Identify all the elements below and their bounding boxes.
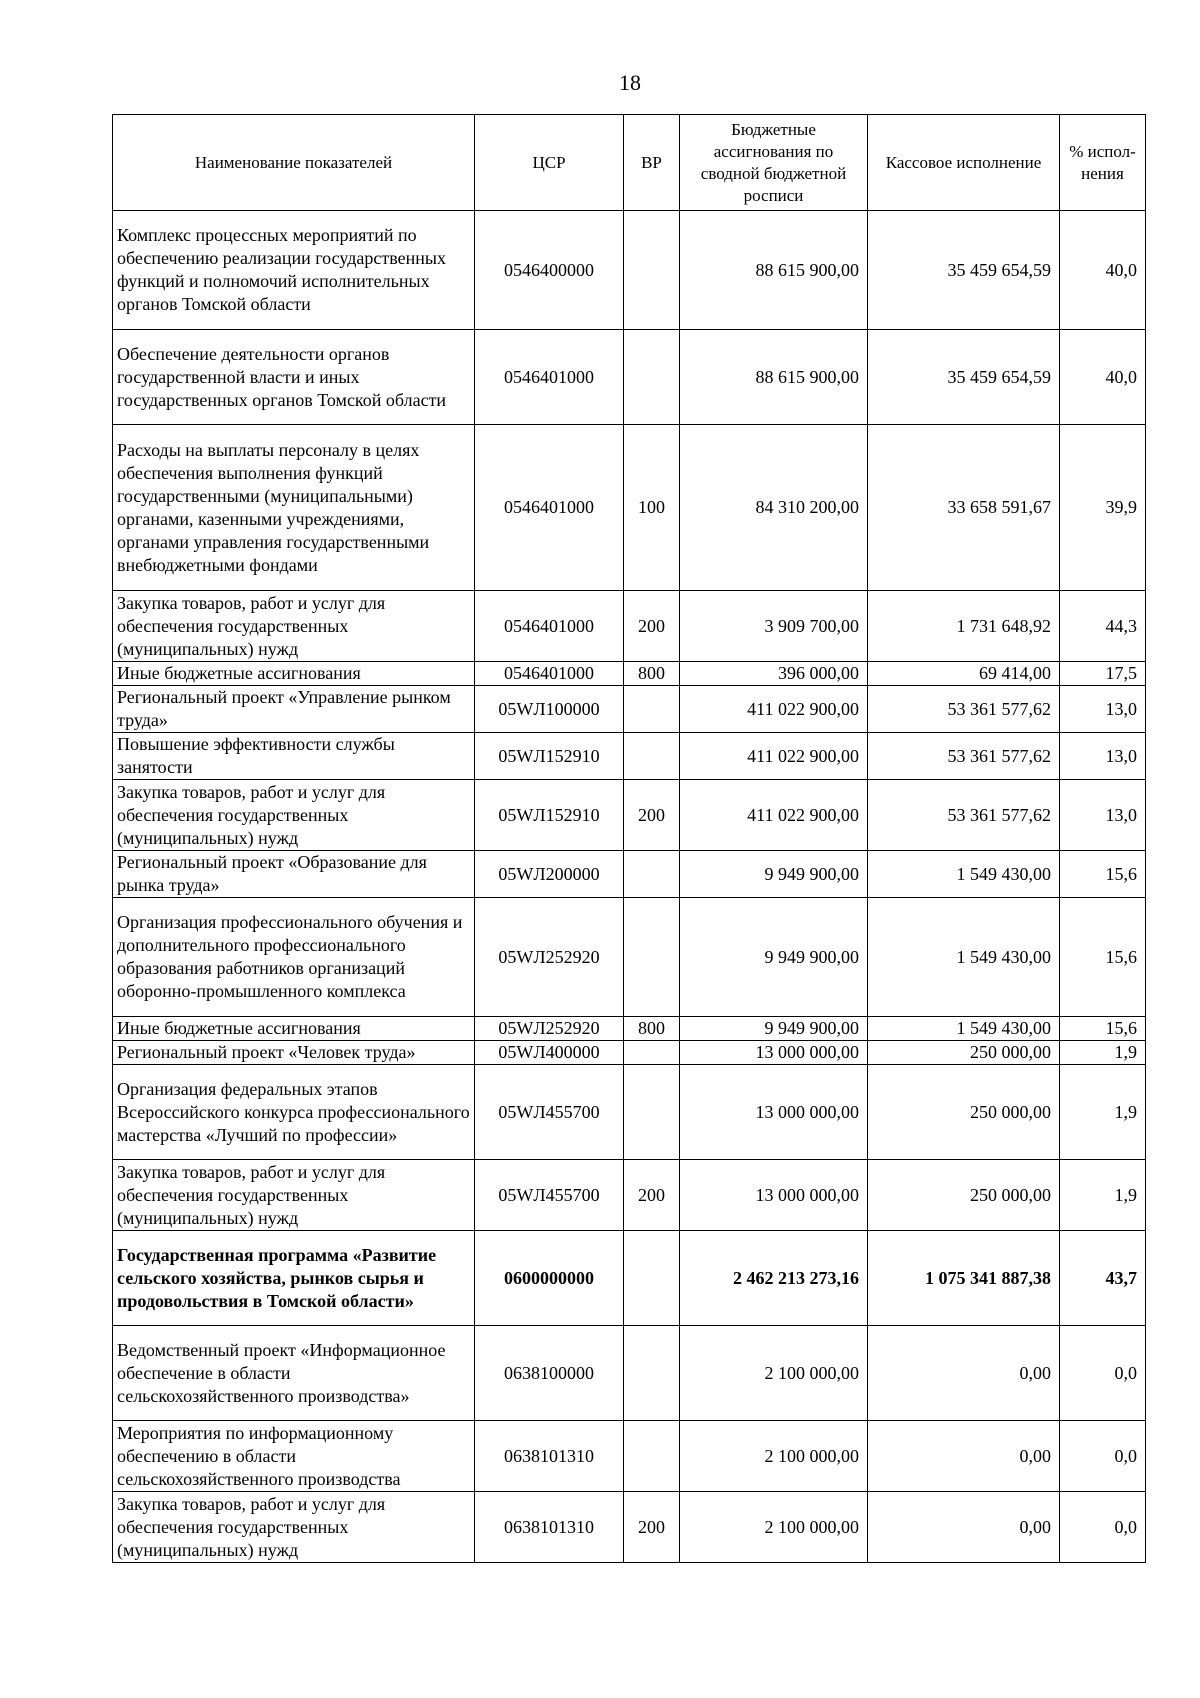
cell-cash: 250 000,00 <box>868 1160 1060 1231</box>
cell-percent: 15,6 <box>1060 898 1146 1017</box>
table-header-row <box>113 115 1146 211</box>
cell-name: Ведомственный проект «Информационное обеспечение в области сельскохозяйственного производства» <box>113 1326 475 1421</box>
cell-percent: 1,9 <box>1060 1065 1146 1160</box>
cell-name: Мероприятия по информационному обеспечению в области сельскохозяйственного производства <box>113 1421 475 1492</box>
cell-cash: 1 549 430,00 <box>868 851 1060 898</box>
table-row <box>113 662 1146 686</box>
cell-budget: 3 909 700,00 <box>680 591 868 662</box>
cell-csr: 05WЛ455700 <box>475 1160 624 1231</box>
cell-csr: 0546401000 <box>475 330 624 425</box>
cell-name: Закупка товаров, работ и услуг для обеспечения государственных (муниципальных) нужд <box>113 1492 475 1563</box>
header-csr: ЦСР <box>475 115 624 211</box>
page-number: 18 <box>619 70 641 95</box>
cell-budget: 88 615 900,00 <box>680 330 868 425</box>
cell-cash: 35 459 654,59 <box>868 330 1060 425</box>
cell-name: Закупка товаров, работ и услуг для обеспечения государственных (муниципальных) нужд <box>113 591 475 662</box>
cell-budget: 2 462 213 273,16 <box>680 1231 868 1326</box>
cell-cash: 0,00 <box>868 1326 1060 1421</box>
cell-cash: 0,00 <box>868 1421 1060 1492</box>
cell-percent: 40,0 <box>1060 211 1146 330</box>
table-row <box>113 780 1146 851</box>
cell-percent: 13,0 <box>1060 686 1146 733</box>
cell-name: Закупка товаров, работ и услуг для обеспечения государственных (муниципальных) нужд <box>113 780 475 851</box>
cell-budget: 9 949 900,00 <box>680 851 868 898</box>
cell-csr: 05WЛ252920 <box>475 898 624 1017</box>
cell-cash: 69 414,00 <box>868 662 1060 686</box>
cell-percent: 17,5 <box>1060 662 1146 686</box>
cell-percent: 15,6 <box>1060 1017 1146 1041</box>
cell-vr: 200 <box>624 591 680 662</box>
cell-budget: 9 949 900,00 <box>680 898 868 1017</box>
table-row <box>113 591 1146 662</box>
cell-csr: 05WЛ252920 <box>475 1017 624 1041</box>
cell-vr <box>624 1326 680 1421</box>
header-percent: % испол-нения <box>1060 115 1146 211</box>
cell-csr: 0638100000 <box>475 1326 624 1421</box>
cell-budget: 13 000 000,00 <box>680 1160 868 1231</box>
cell-vr: 200 <box>624 1160 680 1231</box>
cell-name: Иные бюджетные ассигнования <box>113 662 475 686</box>
table-row <box>113 1017 1146 1041</box>
cell-vr <box>624 1421 680 1492</box>
cell-csr: 0546401000 <box>475 662 624 686</box>
table-row <box>113 1326 1146 1421</box>
cell-percent: 44,3 <box>1060 591 1146 662</box>
cell-name: Государственная программа «Развитие сельского хозяйства, рынков сырья и продовольствия в Томской области» <box>113 1231 475 1326</box>
cell-percent: 40,0 <box>1060 330 1146 425</box>
cell-vr: 800 <box>624 1017 680 1041</box>
cell-vr <box>624 733 680 780</box>
cell-cash: 1 075 341 887,38 <box>868 1231 1060 1326</box>
cell-name: Закупка товаров, работ и услуг для обеспечения государственных (муниципальных) нужд <box>113 1160 475 1231</box>
cell-budget: 13 000 000,00 <box>680 1065 868 1160</box>
table-body <box>113 211 1146 1563</box>
cell-budget: 9 949 900,00 <box>680 1017 868 1041</box>
cell-csr: 0546401000 <box>475 591 624 662</box>
cell-vr <box>624 330 680 425</box>
cell-vr <box>624 1041 680 1065</box>
cell-csr: 0638101310 <box>475 1421 624 1492</box>
cell-vr <box>624 898 680 1017</box>
cell-budget: 2 100 000,00 <box>680 1421 868 1492</box>
cell-csr: 05WЛ152910 <box>475 780 624 851</box>
cell-percent: 39,9 <box>1060 425 1146 591</box>
cell-cash: 0,00 <box>868 1492 1060 1563</box>
table-row <box>113 851 1146 898</box>
cell-percent: 13,0 <box>1060 733 1146 780</box>
cell-percent: 13,0 <box>1060 780 1146 851</box>
cell-budget: 396 000,00 <box>680 662 868 686</box>
cell-vr <box>624 1065 680 1160</box>
cell-budget: 84 310 200,00 <box>680 425 868 591</box>
cell-percent: 15,6 <box>1060 851 1146 898</box>
header-cash: Кассовое исполнение <box>868 115 1060 211</box>
table-row <box>113 1421 1146 1492</box>
cell-name: Организация федеральных этапов Всероссийского конкурса профессионального мастерства «Лучший по профессии» <box>113 1065 475 1160</box>
cell-percent: 1,9 <box>1060 1041 1146 1065</box>
table-row <box>113 686 1146 733</box>
cell-csr: 05WЛ200000 <box>475 851 624 898</box>
cell-percent: 0,0 <box>1060 1421 1146 1492</box>
cell-budget: 2 100 000,00 <box>680 1326 868 1421</box>
cell-budget: 88 615 900,00 <box>680 211 868 330</box>
cell-cash: 33 658 591,67 <box>868 425 1060 591</box>
cell-vr <box>624 1231 680 1326</box>
cell-csr: 0600000000 <box>475 1231 624 1326</box>
table-row <box>113 425 1146 591</box>
cell-csr: 0638101310 <box>475 1492 624 1563</box>
table-row <box>113 733 1146 780</box>
cell-name: Иные бюджетные ассигнования <box>113 1017 475 1041</box>
table-row <box>113 1492 1146 1563</box>
cell-csr: 05WЛ455700 <box>475 1065 624 1160</box>
table-row <box>113 330 1146 425</box>
header-vr: ВР <box>624 115 680 211</box>
cell-vr <box>624 211 680 330</box>
cell-cash: 53 361 577,62 <box>868 686 1060 733</box>
cell-vr: 200 <box>624 780 680 851</box>
cell-cash: 1 731 648,92 <box>868 591 1060 662</box>
cell-name: Расходы на выплаты персоналу в целях обеспечения выполнения функций государственными (муниципальными) органами, казенными учреждениями, органами управления государственными внебюджетными фондами <box>113 425 475 591</box>
cell-cash: 35 459 654,59 <box>868 211 1060 330</box>
cell-percent: 43,7 <box>1060 1231 1146 1326</box>
table-row <box>113 1041 1146 1065</box>
cell-csr: 0546400000 <box>475 211 624 330</box>
table-row <box>113 211 1146 330</box>
header-name: Наименование показателей <box>113 115 475 211</box>
cell-csr: 05WЛ152910 <box>475 733 624 780</box>
cell-name: Региональный проект «Образование для рынка труда» <box>113 851 475 898</box>
cell-vr: 200 <box>624 1492 680 1563</box>
cell-cash: 53 361 577,62 <box>868 733 1060 780</box>
cell-budget: 13 000 000,00 <box>680 1041 868 1065</box>
cell-budget: 411 022 900,00 <box>680 780 868 851</box>
cell-vr: 800 <box>624 662 680 686</box>
cell-cash: 250 000,00 <box>868 1065 1060 1160</box>
cell-vr: 100 <box>624 425 680 591</box>
table-row <box>113 898 1146 1017</box>
cell-name: Организация профессионального обучения и дополнительного профессионального образования работников организаций оборонно-промышленного комплекса <box>113 898 475 1017</box>
cell-name: Повышение эффективности службы занятости <box>113 733 475 780</box>
cell-budget: 411 022 900,00 <box>680 686 868 733</box>
header-budget: Бюджетные ассигнования по сводной бюджетной росписи <box>680 115 868 211</box>
cell-csr: 0546401000 <box>475 425 624 591</box>
cell-name: Региональный проект «Человек труда» <box>113 1041 475 1065</box>
budget-table <box>112 114 1146 1563</box>
cell-vr <box>624 686 680 733</box>
cell-budget: 411 022 900,00 <box>680 733 868 780</box>
cell-csr: 05WЛ100000 <box>475 686 624 733</box>
cell-name: Комплекс процессных мероприятий по обеспечению реализации государственных функций и полномочий исполнительных органов Томской области <box>113 211 475 330</box>
cell-vr <box>624 851 680 898</box>
cell-percent: 0,0 <box>1060 1326 1146 1421</box>
cell-percent: 0,0 <box>1060 1492 1146 1563</box>
table-row <box>113 1231 1146 1326</box>
cell-budget: 2 100 000,00 <box>680 1492 868 1563</box>
cell-cash: 53 361 577,62 <box>868 780 1060 851</box>
cell-name: Обеспечение деятельности органов государственной власти и иных государственных органов Томской области <box>113 330 475 425</box>
table-row <box>113 1160 1146 1231</box>
cell-cash: 1 549 430,00 <box>868 898 1060 1017</box>
table-row <box>113 1065 1146 1160</box>
cell-cash: 250 000,00 <box>868 1041 1060 1065</box>
cell-csr: 05WЛ400000 <box>475 1041 624 1065</box>
cell-percent: 1,9 <box>1060 1160 1146 1231</box>
cell-cash: 1 549 430,00 <box>868 1017 1060 1041</box>
cell-name: Региональный проект «Управление рынком труда» <box>113 686 475 733</box>
